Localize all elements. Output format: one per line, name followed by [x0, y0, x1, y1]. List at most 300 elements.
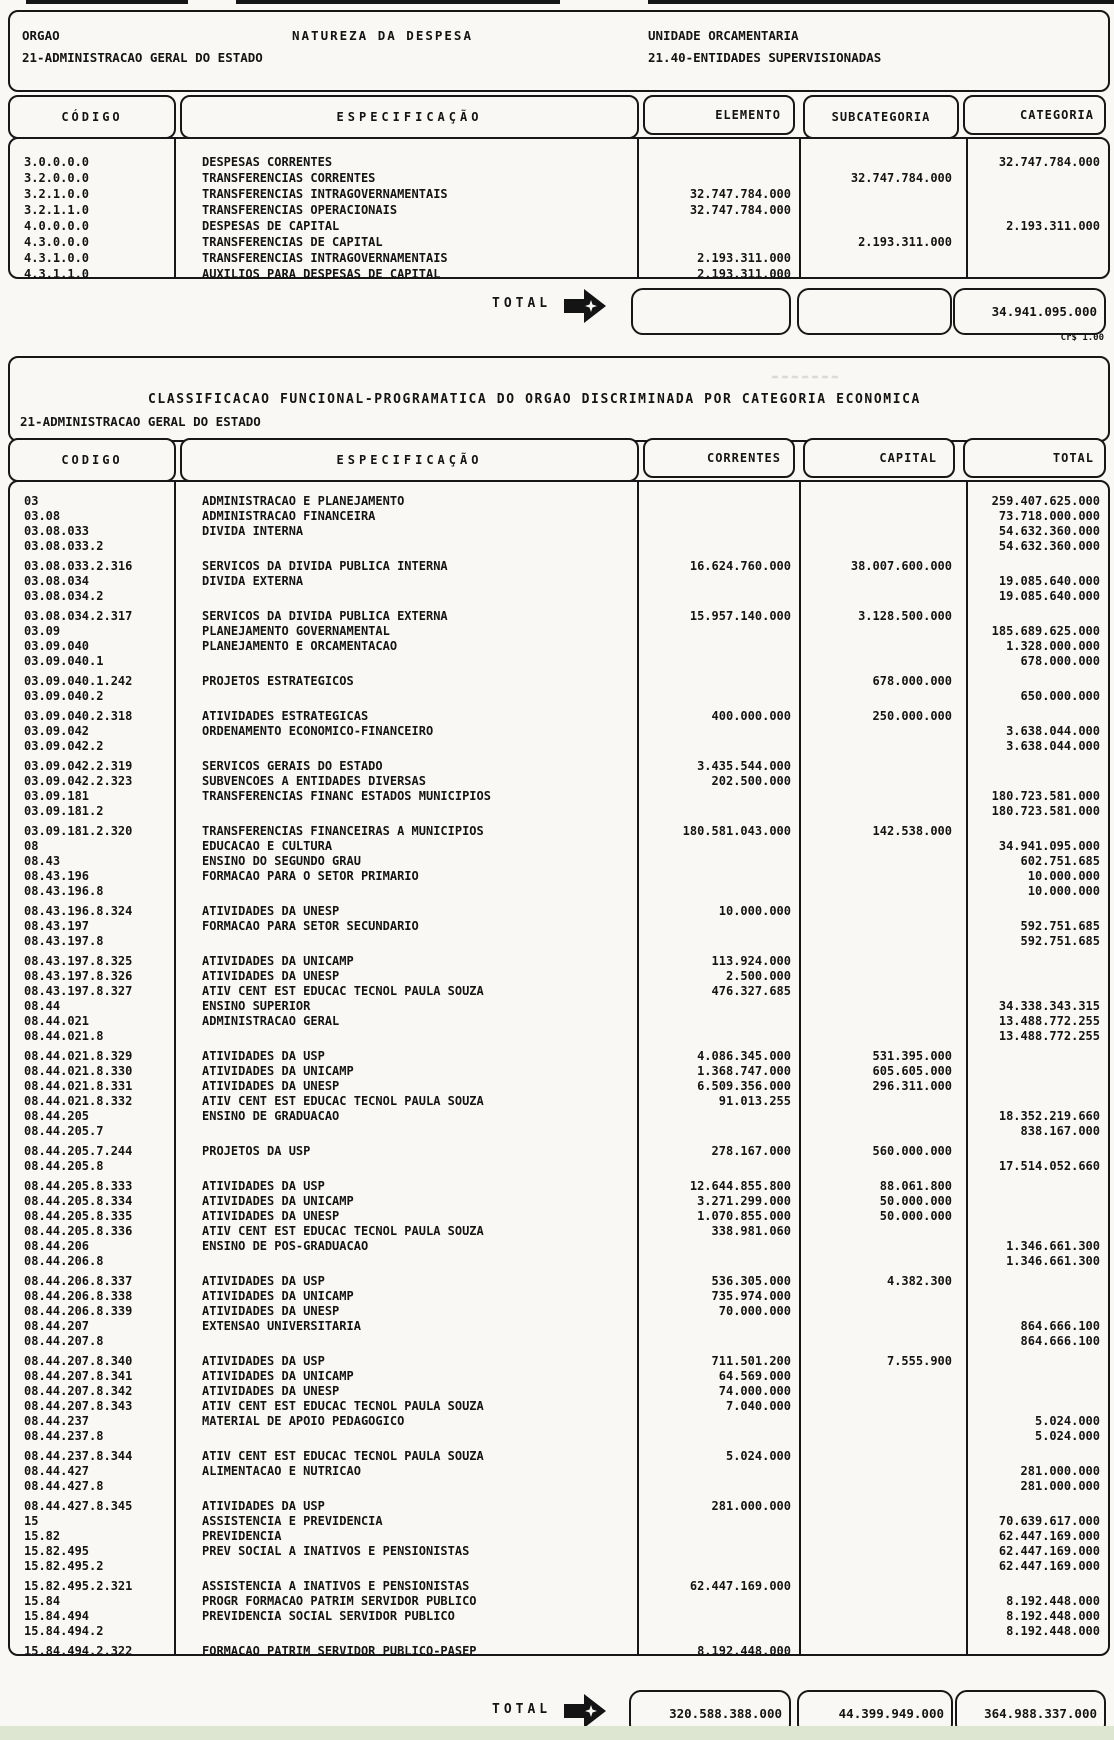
cell-codigo: 15	[24, 1514, 39, 1528]
cell-total: 19.085.640.000	[998, 589, 1100, 603]
cell-codigo: 03.09.181	[24, 789, 90, 803]
cell-codigo: 08.44.021.8.331	[24, 1079, 133, 1093]
cell-especificacao	[176, 654, 639, 669]
cell-categoria: 32.747.784.000	[998, 155, 1100, 169]
cell-especificacao: PREVIDENCIA	[202, 1529, 282, 1543]
cell-especificacao: ATIVIDADES DA USP	[202, 1049, 325, 1063]
cell-codigo: 08.44.207.8	[24, 1334, 104, 1348]
cell-correntes: 281.000.000	[711, 1499, 791, 1513]
cell-especificacao: SERVICOS DA DIVIDA PUBLICA INTERNA	[202, 559, 448, 573]
cell-especificacao: PREVIDENCIA SOCIAL SERVIDOR PUBLICO	[202, 1609, 455, 1623]
arrow-right-icon	[562, 1692, 608, 1730]
table-row	[12, 839, 1106, 854]
cell-total: 1.328.000.000	[1006, 639, 1100, 653]
cell-capital	[801, 904, 968, 919]
cell-especificacao: ATIV CENT EST EDUCAC TECNOL PAULA SOUZA	[202, 984, 484, 998]
cell-total	[968, 1209, 1106, 1224]
cell-total	[968, 1449, 1106, 1464]
cell-correntes	[639, 1529, 801, 1544]
table-row	[12, 1464, 1106, 1479]
table-row	[12, 689, 1106, 704]
scan-edge-strip	[0, 1726, 1114, 1740]
cell-elemento	[639, 154, 801, 170]
cell-capital	[801, 654, 968, 669]
cell-especificacao: PROGR FORMACAO PATRIM SERVIDOR PUBLICO	[202, 1594, 477, 1608]
cell-capital	[801, 1399, 968, 1414]
cell-total: 54.632.360.000	[998, 524, 1100, 538]
cell-total: 19.085.640.000	[998, 574, 1100, 588]
cell-capital	[801, 1449, 968, 1464]
cell-codigo: 08.43.196.8.324	[24, 904, 133, 918]
table-row	[12, 969, 1106, 984]
cell-especificacao: MATERIAL DE APOIO PEDAGOGICO	[202, 1414, 405, 1428]
cell-especificacao	[176, 1124, 639, 1139]
cell-capital: 605.605.000	[872, 1064, 952, 1078]
cell-especificacao: ATIV CENT EST EDUCAC TECNOL PAULA SOUZA	[202, 1224, 484, 1238]
t2-header-especificacao: ESPECIFICAÇÃO	[180, 438, 639, 482]
t1-header-subcategoria: SUBCATEGORIA	[803, 95, 959, 139]
cell-codigo: 08.43.196	[24, 869, 90, 883]
cell-capital	[801, 869, 968, 884]
cell-correntes	[639, 1319, 801, 1334]
table-row	[12, 639, 1106, 654]
cell-total	[968, 1274, 1106, 1289]
cell-capital	[801, 1384, 968, 1399]
cell-total: 5.024.000	[1034, 1414, 1100, 1428]
cell-codigo: 03.09	[24, 624, 61, 638]
t2-total-label: TOTAL	[492, 1702, 552, 1717]
cell-total	[968, 969, 1106, 984]
table-row	[12, 494, 1106, 509]
cell-total: 34.338.343.315	[998, 999, 1100, 1013]
table-row	[12, 1514, 1106, 1529]
table-row	[12, 1224, 1106, 1239]
cell-capital	[801, 494, 968, 509]
cell-capital	[801, 689, 968, 704]
cell-especificacao	[176, 589, 639, 604]
cell-correntes: 15.957.140.000	[689, 609, 791, 623]
cell-codigo: 03.08	[24, 509, 61, 523]
cell-capital	[801, 574, 968, 589]
cell-especificacao: TRANSFERENCIAS INTRAGOVERNAMENTAIS	[202, 251, 448, 265]
cell-total: 10.000.000	[1027, 869, 1100, 883]
cell-total: 13.488.772.255	[998, 1014, 1100, 1028]
cell-total	[968, 709, 1106, 724]
unidade-label: UNIDADE ORCAMENTARIA	[648, 28, 799, 43]
cell-capital	[801, 639, 968, 654]
table-row	[12, 1109, 1106, 1124]
cell-especificacao: ENSINO DE GRADUACAO	[202, 1109, 340, 1123]
table-row	[12, 1319, 1106, 1334]
cell-total: 17.514.052.660	[998, 1159, 1100, 1173]
cell-capital	[801, 884, 968, 899]
cell-especificacao: AUXILIOS PARA DESPESAS DE CAPITAL	[202, 267, 441, 281]
t2-header-total: TOTAL	[963, 438, 1106, 478]
cell-capital: 250.000.000	[872, 709, 952, 723]
cell-correntes	[639, 1429, 801, 1444]
table-row	[12, 1144, 1106, 1159]
cell-total	[968, 759, 1106, 774]
cell-correntes: 735.974.000	[711, 1289, 791, 1303]
cell-especificacao: ATIVIDADES DA UNESP	[202, 1079, 340, 1093]
cell-codigo: 08.44.237.8.344	[24, 1449, 133, 1463]
cell-categoria	[968, 186, 1106, 202]
cell-codigo: 08.44.205.7	[24, 1124, 104, 1138]
cell-especificacao: TRANSFERENCIAS FINANC ESTADOS MUNICIPIOS	[202, 789, 491, 803]
cell-codigo: 15.84	[24, 1594, 61, 1608]
cell-codigo: 08.44.021.8	[24, 1029, 104, 1043]
cell-especificacao: TRANSFERENCIAS FINANCEIRAS A MUNICIPIOS	[202, 824, 484, 838]
cell-total	[968, 1644, 1106, 1656]
cell-capital	[801, 934, 968, 949]
cell-correntes	[639, 1609, 801, 1624]
table-row	[12, 559, 1106, 574]
cell-total	[968, 1384, 1106, 1399]
table-row	[12, 234, 1106, 250]
cell-codigo: 08.44	[24, 999, 61, 1013]
cell-correntes	[639, 624, 801, 639]
cell-capital	[801, 1624, 968, 1639]
cell-correntes: 10.000.000	[718, 904, 791, 918]
cell-capital	[801, 1369, 968, 1384]
cell-especificacao: ATIVIDADES DA USP	[202, 1274, 325, 1288]
natureza-despesa-table	[8, 137, 1110, 279]
table-row	[12, 1014, 1106, 1029]
t1-header-codigo: CÓDIGO	[8, 95, 176, 139]
cell-capital	[801, 1109, 968, 1124]
cell-capital	[801, 1319, 968, 1334]
t1-header-elemento: ELEMENTO	[643, 95, 795, 135]
cell-codigo: 3.0.0.0.0	[24, 155, 90, 169]
cell-correntes: 2.500.000	[725, 969, 791, 983]
cell-codigo: 08.44.205.7.244	[24, 1144, 133, 1158]
cell-capital	[801, 1239, 968, 1254]
cell-especificacao: ENSINO DE POS-GRADUACAO	[202, 1239, 369, 1253]
cell-total	[968, 1094, 1106, 1109]
cell-especificacao: ATIVIDADES DA USP	[202, 1354, 325, 1368]
table-row	[12, 624, 1106, 639]
cell-total	[968, 824, 1106, 839]
table-row	[12, 1049, 1106, 1064]
cell-especificacao	[176, 804, 639, 819]
cell-categoria	[968, 234, 1106, 250]
cell-especificacao: SERVICOS GERAIS DO ESTADO	[202, 759, 383, 773]
cell-total: 34.941.095.000	[998, 839, 1100, 853]
cell-total	[968, 1289, 1106, 1304]
cell-especificacao	[176, 1559, 639, 1574]
cell-total: 602.751.685	[1020, 854, 1100, 868]
cell-codigo: 4.3.1.1.0	[24, 267, 90, 281]
cell-codigo: 08.44.237	[24, 1414, 90, 1428]
cell-total: 281.000.000	[1020, 1464, 1100, 1478]
cell-capital	[801, 1414, 968, 1429]
cell-correntes	[639, 1159, 801, 1174]
cell-codigo: 15.84.494	[24, 1609, 90, 1623]
cell-elemento: 32.747.784.000	[689, 187, 791, 201]
table-row	[12, 1254, 1106, 1269]
table-row	[12, 1239, 1106, 1254]
cell-correntes: 16.624.760.000	[689, 559, 791, 573]
cell-codigo: 08.44.207	[24, 1319, 90, 1333]
cell-total	[968, 674, 1106, 689]
cell-codigo: 03.08.034.2	[24, 589, 104, 603]
cell-codigo: 03.08.033	[24, 524, 90, 538]
cell-especificacao: ATIVIDADES DA UNICAMP	[202, 1064, 354, 1078]
cell-especificacao: ADMINISTRACAO FINANCEIRA	[202, 509, 376, 523]
cell-correntes	[639, 884, 801, 899]
cell-especificacao: ATIVIDADES DA UNESP	[202, 1304, 340, 1318]
cell-capital	[801, 1579, 968, 1594]
table-row	[12, 1499, 1106, 1514]
cell-especificacao: ATIVIDADES DA UNICAMP	[202, 954, 354, 968]
cell-correntes	[639, 509, 801, 524]
cell-correntes	[639, 1239, 801, 1254]
cell-correntes: 3.435.544.000	[697, 759, 791, 773]
cell-codigo: 03.08.033.2.316	[24, 559, 133, 573]
cell-correntes	[639, 524, 801, 539]
cell-especificacao: ATIVIDADES DA UNESP	[202, 904, 340, 918]
cell-correntes	[639, 639, 801, 654]
cell-total: 3.638.044.000	[1006, 724, 1100, 738]
cell-total	[968, 954, 1106, 969]
cell-capital	[801, 1094, 968, 1109]
cell-correntes: 91.013.255	[718, 1094, 791, 1108]
cell-correntes: 70.000.000	[718, 1304, 791, 1318]
table-row	[12, 1159, 1106, 1174]
table-row	[12, 1334, 1106, 1349]
cell-total: 62.447.169.000	[998, 1544, 1100, 1558]
cell-total	[968, 1224, 1106, 1239]
cell-correntes: 476.327.685	[711, 984, 791, 998]
t2-rows	[12, 484, 1106, 1656]
table-row	[12, 919, 1106, 934]
table-row	[12, 824, 1106, 839]
table-row	[12, 1624, 1106, 1639]
cell-capital	[801, 509, 968, 524]
table-row	[12, 250, 1106, 266]
cell-correntes: 5.024.000	[725, 1449, 791, 1463]
cell-codigo: 3.2.1.0.0	[24, 187, 90, 201]
cell-codigo: 08.43.197	[24, 919, 90, 933]
table-row	[12, 709, 1106, 724]
table-row	[12, 1369, 1106, 1384]
table-row	[12, 884, 1106, 899]
cell-capital	[801, 804, 968, 819]
cell-total	[968, 774, 1106, 789]
cell-capital	[801, 1029, 968, 1044]
scan-smudge	[772, 362, 838, 378]
cell-subcategoria: 32.747.784.000	[850, 171, 952, 185]
cell-correntes	[639, 689, 801, 704]
table-row	[12, 984, 1106, 999]
section2-subtitle: 21-ADMINISTRACAO GERAL DO ESTADO	[20, 414, 261, 429]
cell-correntes	[639, 589, 801, 604]
cell-capital: 560.000.000	[872, 1144, 952, 1158]
t2-header-correntes: CORRENTES	[643, 438, 795, 478]
cell-total	[968, 1354, 1106, 1369]
cell-total	[968, 1049, 1106, 1064]
cell-capital	[801, 624, 968, 639]
cell-total: 592.751.685	[1020, 934, 1100, 948]
cell-total: 185.689.625.000	[991, 624, 1100, 638]
cell-total: 1.346.661.300	[1006, 1254, 1100, 1268]
t2-total-correntes-box: 320.588.388.000	[629, 1690, 791, 1736]
cell-capital	[801, 1429, 968, 1444]
t1-total-label: TOTAL	[492, 296, 552, 311]
table-row	[12, 1094, 1106, 1109]
table-row	[12, 1529, 1106, 1544]
cell-codigo: 08.44.207.8.340	[24, 1354, 133, 1368]
cell-capital	[801, 759, 968, 774]
table-row	[12, 1064, 1106, 1079]
cell-total	[968, 1194, 1106, 1209]
cell-total: 678.000.000	[1020, 654, 1100, 668]
cell-especificacao: TRANSFERENCIAS DE CAPITAL	[202, 235, 383, 249]
table-row	[12, 1179, 1106, 1194]
section2-title: CLASSIFICACAO FUNCIONAL-PROGRAMATICA DO ORGAO DISCRIMINADA POR CATEGORIA ECONOMICA	[148, 392, 921, 407]
cell-categoria	[968, 202, 1106, 218]
cell-total	[968, 1399, 1106, 1414]
cell-codigo: 08	[24, 839, 39, 853]
cell-especificacao: PROJETOS ESTRATEGICOS	[202, 674, 354, 688]
cell-especificacao: ALIMENTACAO E NUTRICAO	[202, 1464, 361, 1478]
cell-total	[968, 1369, 1106, 1384]
cell-especificacao	[176, 1479, 639, 1494]
cell-total	[968, 1579, 1106, 1594]
cell-correntes	[639, 789, 801, 804]
table-row	[12, 1414, 1106, 1429]
cell-correntes: 711.501.200	[711, 1354, 791, 1368]
cell-codigo: 4.0.0.0.0	[24, 219, 90, 233]
cell-codigo: 08.44.427.8.345	[24, 1499, 133, 1513]
cell-capital: 678.000.000	[872, 674, 952, 688]
cell-capital	[801, 789, 968, 804]
cell-capital	[801, 969, 968, 984]
cell-especificacao: ATIV CENT EST EDUCAC TECNOL PAULA SOUZA	[202, 1399, 484, 1413]
cell-correntes: 278.167.000	[711, 1144, 791, 1158]
table-row	[12, 724, 1106, 739]
table-row	[12, 854, 1106, 869]
cell-capital: 50.000.000	[879, 1194, 952, 1208]
cell-capital	[801, 1644, 968, 1656]
table-row	[12, 202, 1106, 218]
cell-especificacao	[176, 689, 639, 704]
table-row	[12, 1559, 1106, 1574]
cell-especificacao	[176, 1159, 639, 1174]
cell-correntes	[639, 869, 801, 884]
cell-especificacao	[176, 884, 639, 899]
table-row	[12, 524, 1106, 539]
natureza-title: NATUREZA DA DESPESA	[292, 28, 473, 43]
cell-capital	[801, 1594, 968, 1609]
cell-capital	[801, 1254, 968, 1269]
cell-especificacao: ATIVIDADES DA USP	[202, 1179, 325, 1193]
cell-total: 1.346.661.300	[1006, 1239, 1100, 1253]
cell-correntes	[639, 1029, 801, 1044]
cell-elemento: 2.193.311.000	[697, 267, 791, 281]
cell-total: 259.407.625.000	[991, 494, 1100, 508]
cell-correntes: 6.509.356.000	[697, 1079, 791, 1093]
cell-elemento: 32.747.784.000	[689, 203, 791, 217]
cell-correntes: 74.000.000	[718, 1384, 791, 1398]
cell-codigo: 15.82.495.2	[24, 1559, 104, 1573]
table-row	[12, 154, 1106, 170]
cell-correntes: 113.924.000	[711, 954, 791, 968]
cell-especificacao	[176, 1429, 639, 1444]
table-row	[12, 1304, 1106, 1319]
cell-correntes	[639, 1624, 801, 1639]
cell-correntes: 1.368.747.000	[697, 1064, 791, 1078]
cell-especificacao: FORMACAO PARA SETOR SECUNDARIO	[202, 919, 419, 933]
cell-especificacao: TRANSFERENCIAS OPERACIONAIS	[202, 203, 398, 217]
cell-total: 8.192.448.000	[1006, 1594, 1100, 1608]
cell-especificacao: ATIV CENT EST EDUCAC TECNOL PAULA SOUZA	[202, 1094, 484, 1108]
cell-codigo: 08.44.206	[24, 1239, 90, 1253]
cell-codigo: 03.09.181.2.320	[24, 824, 133, 838]
cell-codigo: 08.44.206.8.337	[24, 1274, 133, 1288]
t2-header-codigo: CODIGO	[8, 438, 176, 482]
cell-correntes	[639, 1479, 801, 1494]
t1-header-categoria: CATEGORIA	[963, 95, 1106, 135]
cell-capital	[801, 524, 968, 539]
cell-correntes	[639, 839, 801, 854]
cell-codigo: 08.43	[24, 854, 61, 868]
table-row	[12, 1124, 1106, 1139]
cell-codigo: 03.08.034	[24, 574, 90, 588]
cell-total	[968, 1079, 1106, 1094]
cell-elemento	[639, 170, 801, 186]
cell-especificacao: DESPESAS DE CAPITAL	[202, 219, 340, 233]
table-row	[12, 574, 1106, 589]
table-row	[12, 609, 1106, 624]
table-row	[12, 589, 1106, 604]
table-row	[12, 1644, 1106, 1656]
cell-capital	[801, 839, 968, 854]
table-row	[12, 539, 1106, 554]
cell-total: 13.488.772.255	[998, 1029, 1100, 1043]
cell-capital	[801, 1514, 968, 1529]
t1-header-especificacao: ESPECIFICAÇÃO	[180, 95, 639, 139]
cell-especificacao: ATIVIDADES DA UNESP	[202, 1384, 340, 1398]
cell-capital	[801, 919, 968, 934]
orgao-label: ORGAO	[22, 28, 60, 43]
cell-capital	[801, 954, 968, 969]
cell-especificacao: SUBVENCOES A ENTIDADES DIVERSAS	[202, 774, 426, 788]
cell-correntes	[639, 654, 801, 669]
cell-total: 180.723.581.000	[991, 789, 1100, 803]
cell-especificacao	[176, 934, 639, 949]
cell-correntes	[639, 919, 801, 934]
cell-codigo: 08.43.197.8.326	[24, 969, 133, 983]
cell-correntes	[639, 494, 801, 509]
table-row	[12, 869, 1106, 884]
arrow-right-icon	[562, 287, 608, 325]
cell-especificacao: EXTENSAO UNIVERSITARIA	[202, 1319, 361, 1333]
cell-codigo: 03.09.042.2.319	[24, 759, 133, 773]
cell-especificacao: DESPESAS CORRENTES	[202, 155, 333, 169]
table-row	[12, 1209, 1106, 1224]
cell-especificacao: ENSINO DO SEGUNDO GRAU	[202, 854, 361, 868]
table-row	[12, 186, 1106, 202]
cell-especificacao: SERVICOS DA DIVIDA PUBLICA EXTERNA	[202, 609, 448, 623]
cell-especificacao: FORMACAO PARA O SETOR PRIMARIO	[202, 869, 419, 883]
cell-codigo: 08.44.237.8	[24, 1429, 104, 1443]
cell-especificacao: ADMINISTRACAO GERAL	[202, 1014, 340, 1028]
cell-elemento: 2.193.311.000	[697, 251, 791, 265]
cell-capital: 88.061.800	[879, 1179, 952, 1193]
cell-correntes	[639, 1464, 801, 1479]
cell-correntes	[639, 1014, 801, 1029]
